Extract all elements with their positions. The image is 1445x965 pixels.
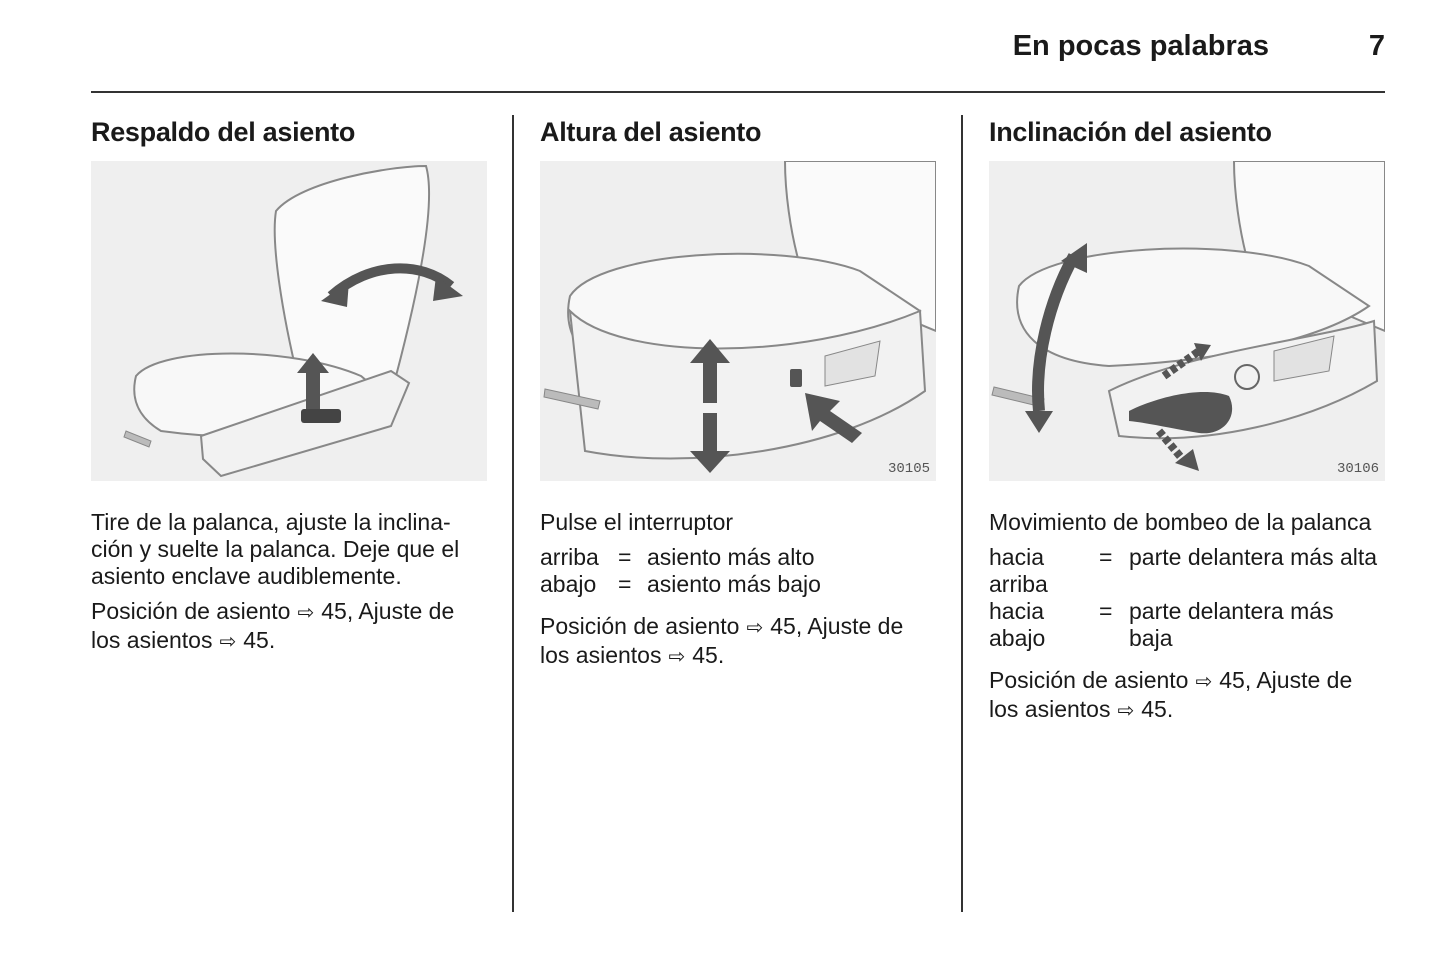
column-seat-height — [540, 115, 936, 671]
arrow-right-icon: ⇨ — [219, 631, 237, 653]
section-heading: Inclinación del asiento — [989, 117, 1272, 147]
arrow-right-icon: ⇨ — [297, 602, 315, 624]
section-heading: Respaldo del asiento — [91, 117, 356, 147]
cross-reference-link[interactable]: Posición de asiento ⇨ 45, Ajuste de — [91, 598, 454, 624]
arrow-right-icon: ⇨ — [1195, 671, 1213, 693]
page-header-title: En pocas palabras — [1012, 30, 1269, 62]
definition-description: asiento más bajo — [647, 571, 821, 597]
cross-reference-link[interactable]: Posición de asiento ⇨ 45, Ajuste de — [540, 613, 903, 639]
list-item — [540, 544, 821, 571]
definition-separator: = — [618, 571, 632, 597]
figure-code: 30105 — [887, 461, 930, 477]
instruction-line: asiento enclave audiblemente. — [91, 563, 402, 589]
definition-separator: = — [618, 544, 632, 570]
definition-list — [540, 544, 821, 598]
definition-description: asiento más alto — [647, 544, 815, 570]
definition-description: parte delantera más alta — [1129, 544, 1378, 570]
definition-separator: = — [1099, 544, 1113, 570]
definition-description: parte delantera más baja — [1129, 598, 1334, 651]
arrow-right-icon: ⇨ — [746, 617, 764, 639]
header-divider — [91, 91, 1385, 93]
definition-separator: = — [1099, 598, 1113, 624]
list-item — [989, 544, 1377, 598]
column-seat-backrest — [91, 115, 487, 656]
arrow-right-icon: ⇨ — [1117, 700, 1135, 722]
page-number: 7 — [1368, 30, 1385, 62]
definition-term: hacia abajo — [989, 598, 1046, 651]
column-seat-tilt — [989, 115, 1385, 725]
definition-list — [989, 544, 1377, 652]
list-item — [540, 571, 821, 598]
instruction-line: Tire de la palanca, ajuste la inclina- — [91, 509, 451, 535]
instruction-intro: Movimiento de bombeo de la palanca — [989, 509, 1372, 535]
cross-reference-link[interactable]: los asientos ⇨ 45. — [91, 627, 275, 653]
instruction-intro: Pulse el interruptor — [540, 509, 734, 535]
seat-tilt-illustration — [989, 161, 1385, 481]
definition-term: hacia arriba — [989, 544, 1048, 597]
cross-reference-link[interactable]: los asientos ⇨ 45. — [989, 696, 1173, 722]
section-heading: Altura del asiento — [540, 117, 762, 147]
cross-reference-link[interactable]: los asientos ⇨ 45. — [540, 642, 724, 668]
definition-term: arriba — [540, 544, 599, 570]
arrow-right-icon: ⇨ — [668, 646, 686, 668]
column-divider-1 — [512, 115, 514, 912]
definition-term: abajo — [540, 571, 597, 597]
list-item — [989, 598, 1377, 652]
cross-reference-link[interactable]: Posición de asiento ⇨ 45, Ajuste de — [989, 667, 1352, 693]
column-divider-2 — [961, 115, 963, 912]
figure-code: 30106 — [1336, 461, 1379, 477]
seat-backrest-illustration — [91, 161, 487, 481]
instruction-line: ción y suelte la palanca. Deje que el — [91, 536, 460, 562]
seat-height-illustration — [540, 161, 936, 481]
